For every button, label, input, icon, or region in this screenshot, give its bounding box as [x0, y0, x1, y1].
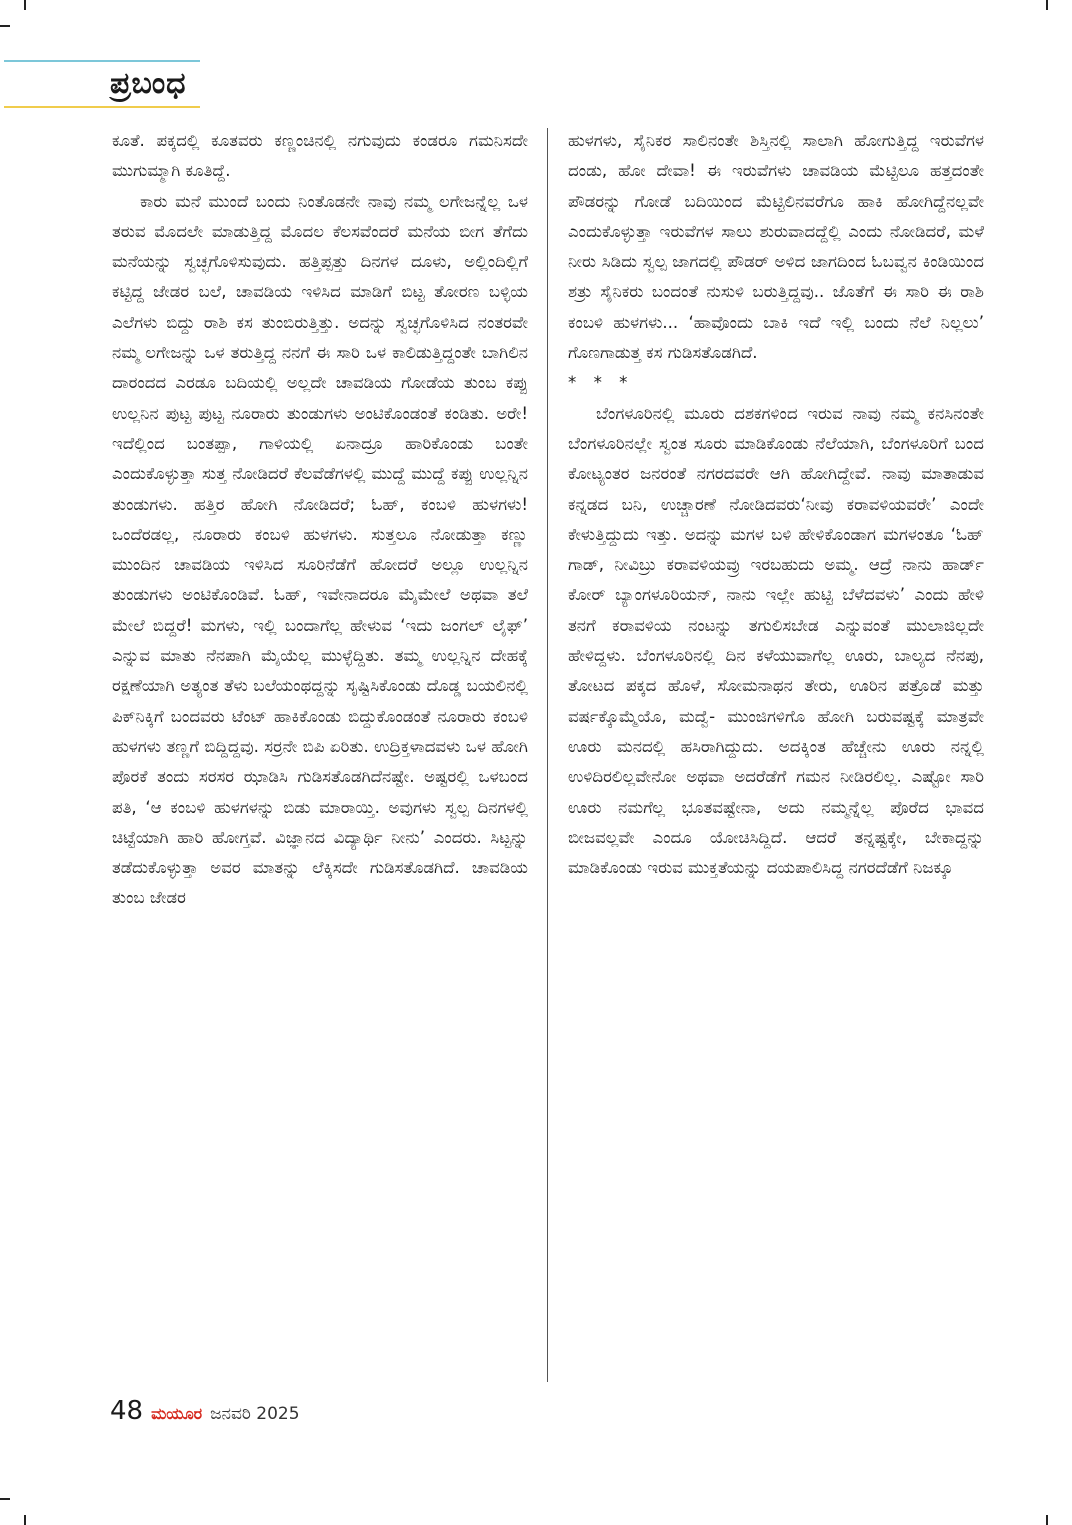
crop-mark [1046, 1515, 1048, 1525]
crop-mark [0, 1498, 10, 1500]
paragraph: ಕಾರು ಮನೆ ಮುಂದೆ ಬಂದು ನಿಂತೊಡನೇ ನಾವು ನಮ್ಮ ಲಗೇಜನ್ನೆಲ್ಲ ಒಳ ತರುವ ಮೊದಲೇ ಮಾಡುತ್ತಿದ್ದ ಮೊದಲ ಕೆಲಸವೆಂದರೆ ಮನೆಯ ಬೀಗ ತೆಗೆದು ಮನೆಯನ್ನು ಸ್ವಚ್ಛಗೊಳಿಸುವುದು. ಹತ್ತಿಪ್ಪತ್ತು ದಿನಗಳ ದೂಳು, ಅಲ್ಲಿಂದಿಲ್ಲಿಗೆ ಕಟ್ಟಿದ್ದ ಜೇಡರ ಬಲೆ, ಚಾವಡಿಯ ಇಳಿಸಿದ ಮಾಡಿಗೆ ಬಿಟ್ಟ ತೋರಣ ಬಳ್ಳಿಯ ಎಲೆಗಳು ಬಿದ್ದು ರಾಶಿ ಕಸ ತುಂಬಿರುತ್ತಿತ್ತು. ಅದನ್ನು ಸ್ವಚ್ಛಗೊಳಿಸಿದ ನಂತರವೇ ನಮ್ಮ ಲಗೇಜನ್ನು ಒಳ ತರುತ್ತಿದ್ದ ನನಗೆ ಈ ಸಾರಿ ಒಳ ಕಾಲಿಡುತ್ತಿದ್ದಂತೇ ಬಾಗಿಲಿನ ದಾರಂದದ ಎರಡೂ ಬದಿಯಲ್ಲಿ ಅಲ್ಲದೇ ಚಾವಡಿಯ ಗೋಡೆಯ ತುಂಬ ಕಪ್ಪು ಉಲ್ಲನಿನ ಪುಟ್ಟ ಪುಟ್ಟ ನೂರಾರು ತುಂಡುಗಳು ಅಂಟಿಕೊಂಡಂತೆ ಕಂಡಿತು. ಅರೇ! ಇದೆಲ್ಲಿಂದ ಬಂತಪ್ಪಾ, ಗಾಳಿಯಲ್ಲಿ ಏನಾದ್ರೂ ಹಾರಿಕೊಂಡು ಬಂತೇ ಎಂದುಕೊಳ್ಳುತ್ತಾ ಸುತ್ತ ನೋಡಿದರೆ ಕೆಲವೆಡೆಗಳಲ್ಲಿ ಮುದ್ದೆ ಮುದ್ದೆ ಕಪ್ಪು ಉಲ್ಲನ್ನಿನ ತುಂಡುಗಳು. ಹತ್ತಿರ ಹೋಗಿ ನೋಡಿದರೆ; ಓಹ್, ಕಂಬಳಿ ಹುಳಗಳು! ಒಂದೆರಡಲ್ಲ, ನೂರಾರು ಕಂಬಳಿ ಹುಳಗಳು. ಸುತ್ತಲೂ ನೋಡುತ್ತಾ ಕಣ್ಣು ಮುಂದಿನ ಚಾವಡಿಯ ಇಳಿಸಿದ ಸೂರಿನೆಡೆಗೆ ಹೋದರೆ ಅಲ್ಲೂ ಉಲ್ಲನ್ನಿನ ತುಂಡುಗಳು ಅಂಟಿಕೊಂಡಿವೆ. ಓಹ್, ಇವೇನಾದರೂ ಮೈಮೇಲೆ ಅಥವಾ ತಲೆ ಮೇಲೆ ಬಿದ್ದರೆ! ಮಗಳು, ಇಲ್ಲಿ ಬಂದಾಗೆಲ್ಲ ಹೇಳುವ ‘ಇದು ಜಂಗಲ್ ಲೈಫ್’ ಎನ್ನುವ ಮಾತು ನೆನಪಾಗಿ ಮೈಯೆಲ್ಲ ಮುಳ್ಳೆದ್ದಿತು. ತಮ್ಮ ಉಲ್ಲನ್ನಿನ ದೇಹಕ್ಕೆ ರಕ್ಷಣೆಯಾಗಿ ಅತ್ಯಂತ ತೆಳು ಬಲೆಯಂಥದ್ದನ್ನು ಸೃಷ್ಟಿಸಿಕೊಂಡು ದೊಡ್ಡ ಬಯಲಿನಲ್ಲಿ ಪಿಕ್‌ನಿಕ್ಕಿಗೆ ಬಂದವರು ಟೆಂಟ್ ಹಾಕಿಕೊಂಡು ಬಿದ್ದುಕೊಂಡಂತೆ ನೂರಾರು ಕಂಬಳಿ ಹುಳಗಳು ತಣ್ಣಗೆ ಬಿದ್ದಿದ್ದವು. ಸರ‍್ರನೇ ಬಿಪಿ ಏರಿತು. ಉದ್ರಿಕ್ತಳಾದವಳು ಒಳ ಹೋಗಿ ಪೊರಕೆ ತಂದು ಸರಸರ ಝಾಡಿಸಿ ಗುಡಿಸತೊಡಗಿದೆನಷ್ಟೇ. ಅಷ್ಟರಲ್ಲಿ ಒಳಬಂದ ಪತಿ, ‘ಆ ಕಂಬಳಿ ಹುಳಗಳನ್ನು ಬಿಡು ಮಾರಾಯ್ತಿ. ಅವುಗಳು ಸ್ವಲ್ಪ ದಿನಗಳಲ್ಲಿ ಚಿಟ್ಟೆಯಾಗಿ ಹಾರಿ ಹೋಗ್ತವೆ. ವಿಜ್ಞಾನದ ವಿದ್ಯಾರ್ಥಿ ನೀನು’ ಎಂದರು. ಸಿಟ್ಟನ್ನು ತಡೆದುಕೊಳ್ಳುತ್ತಾ ಅವರ ಮಾತನ್ನು ಲೆಕ್ಕಿಸದೇ ಗುಡಿಸತೊಡಗಿದೆ. ಚಾವಡಿಯ ತುಂಬ ಜೇಡರ [112, 191, 528, 908]
page-number: 48 [110, 1396, 144, 1426]
header-bottom-rule [4, 106, 200, 108]
crop-mark [1046, 0, 1048, 10]
paragraph: ಕೂತೆ. ಪಕ್ಕದಲ್ಲಿ ಕೂತವರು ಕಣ್ಣಂಚಿನಲ್ಲಿ ನಗುವುದು ಕಂಡರೂ ಗಮನಿಸದೇ ಮುಗುಮ್ಮಾಗಿ ಕೂತಿದ್ದೆ. [112, 131, 528, 181]
section-break: * * * [568, 373, 634, 393]
crop-mark [24, 0, 26, 10]
section-header [0, 56, 200, 110]
page-footer [110, 1396, 300, 1428]
column-divider [547, 128, 548, 1382]
magazine-logo: ಮಯೂರ [151, 1404, 203, 1423]
issue-date: ಜನವರಿ 2025 [210, 1404, 300, 1424]
header-top-rule [4, 60, 200, 62]
paragraph: ಬೆಂಗಳೂರಿನಲ್ಲಿ ಮೂರು ದಶಕಗಳಿಂದ ಇರುವ ನಾವು ನಮ್ಮ ಕನಸಿನಂತೇ ಬೆಂಗಳೂರಿನಲ್ಲೇ ಸ್ವಂತ ಸೂರು ಮಾಡಿಕೊಂಡು ನೆಲೆಯಾಗಿ, ಬೆಂಗಳೂರಿಗೆ ಬಂದ ಕೋಟ್ಯಂತರ ಜನರಂತೆ ನಗರದವರೇ ಆಗಿ ಹೋಗಿದ್ದೇವೆ. ನಾವು ಮಾತಾಡುವ ಕನ್ನಡದ ಬನಿ, ಉಚ್ಚಾರಣೆ ನೋಡಿದವರು‘ನೀವು ಕರಾವಳಿಯವರೇ’ ಎಂದೇ ಕೇಳುತ್ತಿದ್ದುದು ಇತ್ತು. ಅದನ್ನು ಮಗಳ ಬಳಿ ಹೇಳಿಕೊಂಡಾಗ ಮಗಳಂತೂ ‘ಓಹ್ ಗಾಡ್, ನೀವಿಬ್ರು ಕರಾವಳಿಯವ್ರು ಇರಬಹುದು ಅಮ್ಮ. ಆದ್ರೆ ನಾನು ಹಾರ್ಡ್ ಕೋರ್ ಬ್ಯಾಂಗಳೂರಿಯನ್, ನಾನು ಇಲ್ಲೇ ಹುಟ್ಟಿ ಬೆಳೆದವಳು’ ಎಂದು ಹೇಳಿ ತನಗೆ ಕರಾವಳಿಯ ನಂಟನ್ನು ತಗುಲಿಸಬೇಡ ಎನ್ನುವಂತೆ ಮುಲಾಜಿಲ್ಲದೇ ಹೇಳಿದ್ದಳು. ಬೆಂಗಳೂರಿನಲ್ಲಿ ದಿನ ಕಳೆಯುವಾಗೆಲ್ಲ ಊರು, ಬಾಲ್ಯದ ನೆನಪು, ತೋಟದ ಪಕ್ಕದ ಹೊಳೆ, ಸೋಮನಾಥನ ತೇರು, ಊರಿನ ಪತ್ರೊಡೆ ಮತ್ತು ವರ್ಷಕ್ಕೊಮ್ಮೆಯೊ, ಮದ್ವೆ- ಮುಂಜಿಗಳಿಗೊ ಹೋಗಿ ಬರುವಷ್ಟಕ್ಕೆ ಮಾತ್ರವೇ ಊರು ಮನದಲ್ಲಿ ಹಸಿರಾಗಿದ್ದುದು. ಅದಕ್ಕಿಂತ ಹೆಚ್ಚೇನು ಊರು ನನ್ನಲ್ಲಿ ಉಳಿದಿರಲಿಲ್ಲವೇನೋ ಅಥವಾ ಅದರೆಡೆಗೆ ಗಮನ ನೀಡಿರಲಿಲ್ಲ. ಎಷ್ಟೋ ಸಾರಿ ಊರು ನಮಗೆಲ್ಲ ಭೂತವಷ್ಟೇನಾ, ಅದು ನಮ್ಮನ್ನೆಲ್ಲ ಪೊರೆದ ಭಾವದ ಬೀಜವಲ್ಲವೇ ಎಂದೂ ಯೋಚಿಸಿದ್ದಿದೆ. ಆದರೆ ತನ್ನಷ್ಟಕ್ಕೇ, ಬೇಕಾದ್ದನ್ನು ಮಾಡಿಕೊಂಡು ಇರುವ ಮುಕ್ತತೆಯನ್ನು ದಯಪಾಲಿಸಿದ್ದ ನಗರದೆಡೆಗೆ ನಿಜಕ್ಕೂ [568, 403, 984, 878]
crop-mark [0, 25, 10, 27]
left-column [112, 126, 528, 914]
crop-mark [24, 1515, 26, 1525]
right-column [568, 126, 984, 883]
paragraph: ಹುಳಗಳು, ಸೈನಿಕರ ಸಾಲಿನಂತೇ ಶಿಸ್ತಿನಲ್ಲಿ ಸಾಲಾಗಿ ಹೋಗುತ್ತಿದ್ದ ಇರುವೆಗಳ ದಂಡು, ಹೋ ದೇವಾ! ಈ ಇರುವೆಗಳು ಚಾವಡಿಯ ಮೆಟ್ಟಿಲೂ ಹತ್ತದಂತೇ ಪೌಡರನ್ನು ಗೋಡೆ ಬದಿಯಿಂದ ಮೆಟ್ಟಿಲಿನವರೆಗೂ ಹಾಕಿ ಹೋಗಿದ್ದೆನಲ್ಲವೇ ಎಂದುಕೊಳ್ಳುತ್ತಾ ಇರುವೆಗಳ ಸಾಲು ಶುರುವಾದದ್ದೆಲ್ಲಿ ಎಂದು ನೋಡಿದರೆ, ಮಳೆ ನೀರು ಸಿಡಿದು ಸ್ವಲ್ಪ ಜಾಗದಲ್ಲಿ ಪೌಡರ್ ಅಳಿದ ಜಾಗದಿಂದ ಓಬವ್ವನ ಕಿಂಡಿಯಿಂದ ಶತ್ರು ಸೈನಿಕರು ಬಂದಂತೆ ನುಸುಳಿ ಬರುತ್ತಿದ್ದವು.. ಜೊತೆಗೆ ಈ ಸಾರಿ ಈ ರಾಶಿ ಕಂಬಳಿ ಹುಳಗಳು... ‘ಹಾವೊಂದು ಬಾಕಿ ಇದೆ ಇಲ್ಲಿ ಬಂದು ನೆಲೆ ನಿಲ್ಲಲು’ ಗೊಣಗಾಡುತ್ತ ಕಸ ಗುಡಿಸತೊಡಗಿದೆ. [568, 131, 984, 363]
section-title: ಪ್ರಬಂಧ [110, 66, 187, 101]
